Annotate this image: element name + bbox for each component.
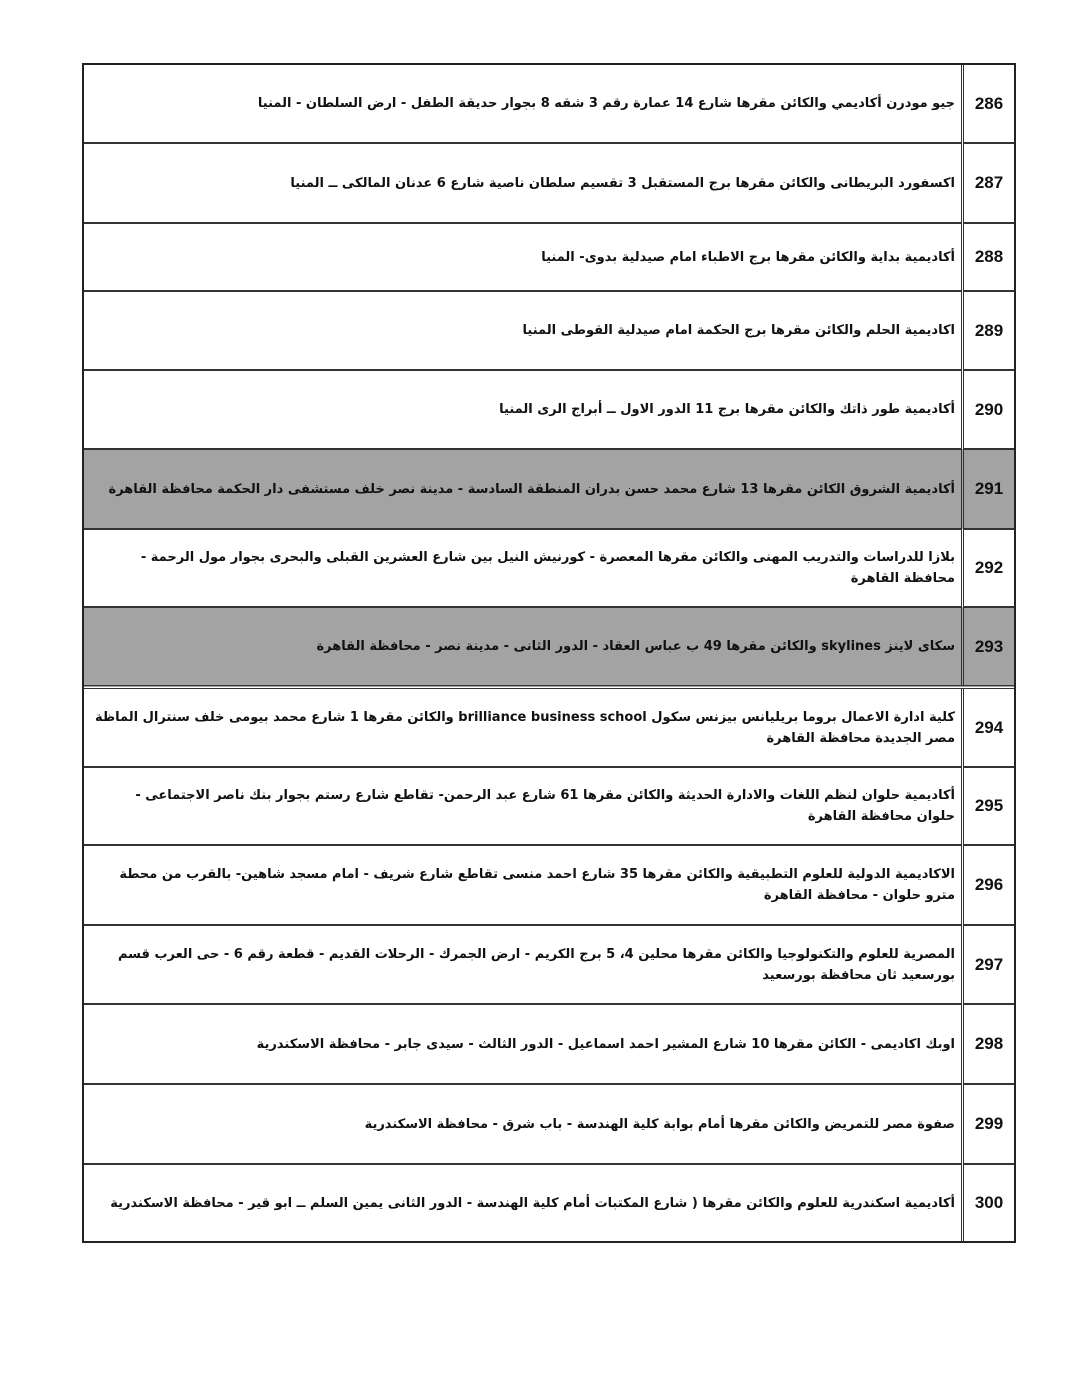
row-description: جيو مودرن أكاديمي والكائن مقرها شارع 14 عمارة رقم 3 شقه 8 بجوار حديقة الطفل - ارض السلطان - المنيا xyxy=(257,96,955,111)
table-row xyxy=(84,1164,1014,1241)
row-number: 295 xyxy=(963,767,1015,845)
table-row xyxy=(84,529,1014,607)
row-description: أكاديمية اسكندرية للعلوم والكائن مقرها ( شارع المكتبات أمام كلية الهندسة - الدور الثانى يمين السلم ــ ابو قير - محافظة الاسكندرية xyxy=(84,1164,963,1241)
table-row xyxy=(84,65,1014,143)
row-number: 293 xyxy=(963,607,1015,687)
row-description: بلازا للدراسات والتدريب المهنى والكائن مقرها المعصرة - كورنيش النيل بين شارع العشرين القبلى والبحرى بجوار مول الرحمة - محافظة القاهرة xyxy=(84,529,963,607)
row-description: كلية ادارة الاعمال بروما بريليانس بيزنس سكول brilliance business school والكائن مقرها 1 شارع محمد بيومى خلف سنترال الماظة مصر الجديدة محافظة القاهرة xyxy=(84,687,963,767)
table-body xyxy=(84,65,1014,1241)
table-row xyxy=(84,767,1014,845)
table-row xyxy=(84,370,1014,449)
academies-table xyxy=(82,63,1016,1243)
row-number: 297 xyxy=(963,925,1015,1004)
row-description: الاكاديمية الدولية للعلوم التطبيقية والكائن مقرها 35 شارع احمد منسى تقاطع شارع شريف - امام مسجد شاهين- بالقرب من محطة مترو حلوان - محافظة القاهرة xyxy=(84,845,963,925)
row-number: 296 xyxy=(963,845,1015,925)
row-description: أكاديمية الشروق الكائن مقرها 13 شارع محمد حسن بدران المنطقة السادسة - مدينة نصر خلف مستشفى دار الحكمة محافظة القاهرة xyxy=(84,449,963,529)
row-number: 287 xyxy=(963,143,1015,223)
academies-list xyxy=(84,65,1014,1241)
row-description: المصرية للعلوم والتكنولوجيا والكائن مقرها محلين 4، 5 برج الكريم - ارض الجمرك - الرحلات القديم - قطعة رقم 6 - حى العرب قسم بورسعيد ثان محافظة بورسعيد xyxy=(84,925,963,1004)
table-row xyxy=(84,845,1014,925)
table-row xyxy=(84,925,1014,1004)
row-description: صفوة مصر للتمريض والكائن مقرها أمام بوابة كلية الهندسة - باب شرق - محافظة الاسكندرية xyxy=(84,1084,963,1164)
table-row xyxy=(84,1084,1014,1164)
row-number: 294 xyxy=(963,687,1015,767)
table-row xyxy=(84,291,1014,370)
row-number: 291 xyxy=(963,449,1015,529)
row-number: 290 xyxy=(963,370,1015,449)
row-description: أكاديمية طور ذاتك والكائن مقرها برج 11 الدور الاول ــ أبراج الرى المنيا xyxy=(84,370,963,449)
table-row xyxy=(84,143,1014,223)
row-number: 298 xyxy=(963,1004,1015,1084)
table-row xyxy=(84,449,1014,529)
row-number: 299 xyxy=(963,1084,1015,1164)
row-description: اكاديمية الحلم والكائن مقرها برج الحكمة امام صيدلية القوطى المنيا xyxy=(84,291,963,370)
row-description: سكاى لاينز skylines والكائن مقرها 49 ب عباس العقاد - الدور الثانى - مدينة نصر - محافظة القاهرة xyxy=(84,607,963,687)
row-number: 300 xyxy=(963,1164,1015,1241)
row-description: اوبك اكاديمى - الكائن مقرها 10 شارع المشير احمد اسماعيل - الدور الثالث - سيدى جابر - محافظة الاسكندرية xyxy=(84,1004,963,1084)
table-row xyxy=(84,687,1014,767)
row-number: 289 xyxy=(963,291,1015,370)
row-description: اكسفورد البريطانى والكائن مقرها برج المستقبل 3 تقسيم سلطان ناصية شارع 6 عدنان المالكى ــ المنيا xyxy=(84,143,963,223)
row-number: 288 xyxy=(963,223,1015,291)
row-number: 292 xyxy=(963,529,1015,607)
row-description: أكاديمية حلوان لنظم اللغات والادارة الحديثة والكائن مقرها 61 شارع عبد الرحمن- تقاطع شارع رستم بجوار بنك ناصر الاجتماعى - حلوان محافظة القاهرة xyxy=(84,767,963,845)
row-description: أكاديمية بداية والكائن مقرها برج الاطباء امام صيدلية بدوى- المنيا xyxy=(84,223,963,291)
table-row xyxy=(84,607,1014,687)
row-number: 286 xyxy=(963,65,1015,143)
table-row xyxy=(84,223,1014,291)
table-row xyxy=(84,1004,1014,1084)
